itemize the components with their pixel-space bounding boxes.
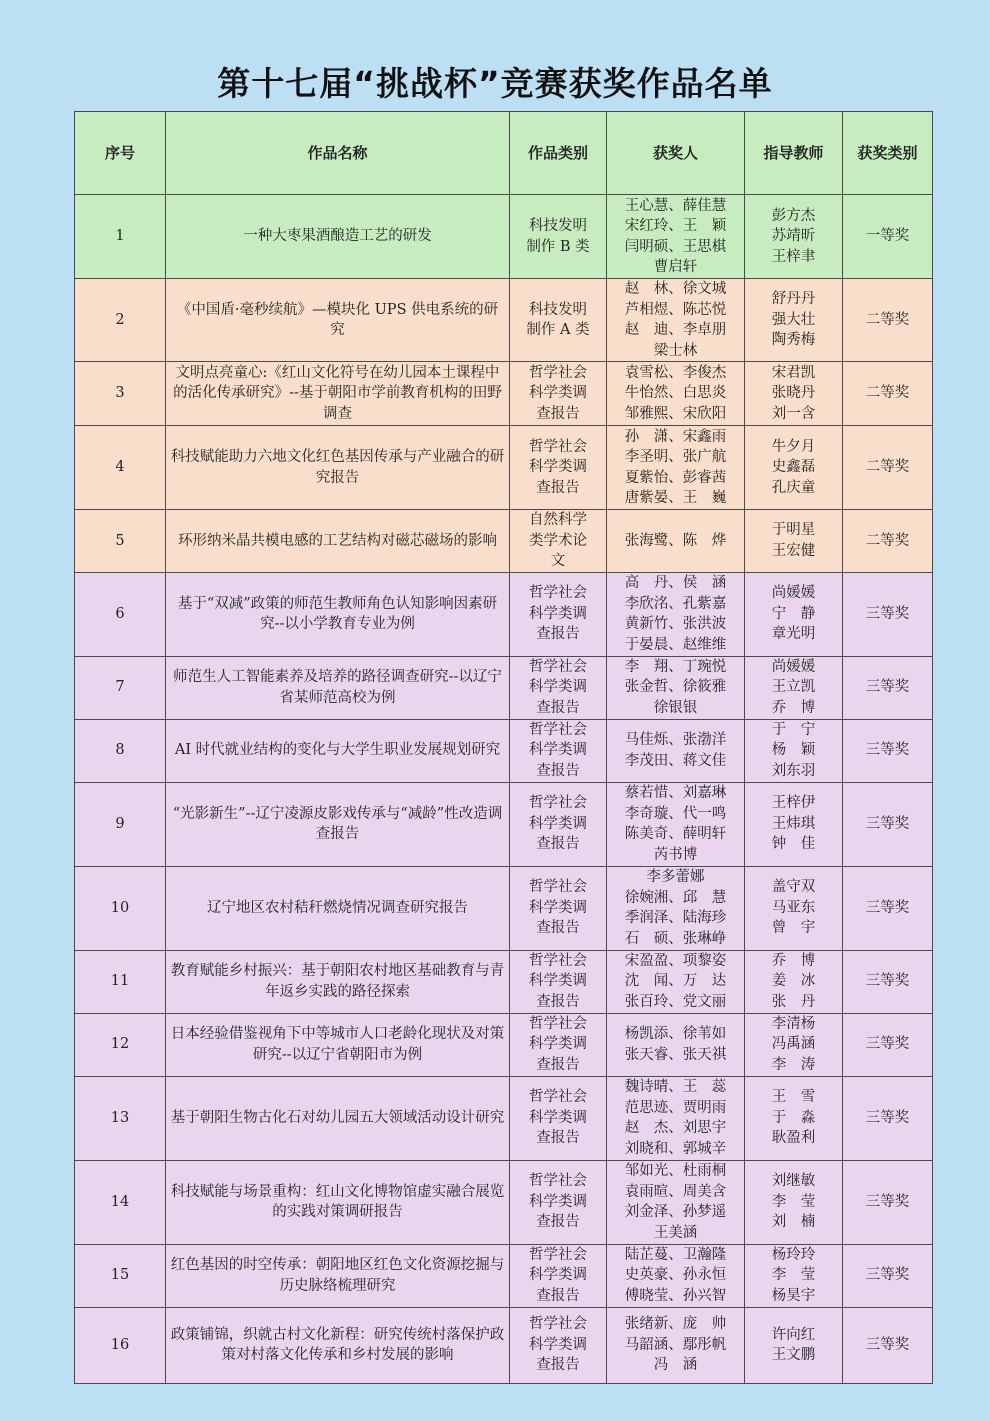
cell-category: 哲学社会 科学类调 查报告 (510, 362, 607, 426)
cell-category: 哲学社会 科学类调 查报告 (510, 719, 607, 782)
cell-category: 哲学社会 科学类调 查报告 (510, 782, 607, 866)
cell-teachers: 宋君凯 张晓丹 刘一含 (745, 362, 843, 426)
table-row (75, 950, 933, 1013)
cell-name: 师范生人工智能素养及培养的路径调查研究--以辽宁省某师范高校为例 (166, 656, 510, 719)
cell-teachers: 王 雪 于 淼 耿盈利 (745, 1076, 843, 1160)
table-row (75, 1076, 933, 1160)
cell-no: 13 (75, 1076, 166, 1160)
cell-no: 7 (75, 656, 166, 719)
cell-winners: 陆芷蔓、卫瀚隆 史英豪、孙永恒 傅晓莹、孙兴智 (607, 1244, 745, 1307)
cell-category: 哲学社会 科学类调 查报告 (510, 1307, 607, 1383)
cell-name: 环形纳米晶共模电感的工艺结构对磁芯磁场的影响 (166, 510, 510, 573)
header-winners: 获奖人 (607, 112, 745, 195)
cell-name: 一种大枣果酒酿造工艺的研发 (166, 195, 510, 279)
cell-teachers: 杨玲玲 李 莹 杨昊宇 (745, 1244, 843, 1307)
cell-award: 二等奖 (843, 362, 933, 426)
cell-award: 三等奖 (843, 572, 933, 656)
cell-winners: 高 丹、侯 涵 李欣洺、孔紫嘉 黄新竹、张洪波 于晏晨、赵维维 (607, 572, 745, 656)
cell-name: “光影新生”--辽宁凌源皮影戏传承与“减龄”性改造调查报告 (166, 782, 510, 866)
cell-award: 三等奖 (843, 719, 933, 782)
cell-award: 二等奖 (843, 279, 933, 362)
table-row (75, 1307, 933, 1383)
cell-teachers: 彭方杰 苏靖昕 王梓聿 (745, 195, 843, 279)
cell-no: 1 (75, 195, 166, 279)
cell-teachers: 王梓伊 王炜琪 钟 佳 (745, 782, 843, 866)
cell-teachers: 李清杨 冯禹涵 李 涛 (745, 1013, 843, 1076)
cell-no: 4 (75, 426, 166, 510)
table-row (75, 195, 933, 279)
cell-winners: 李多蕾娜 徐婉湘、邱 慧 季润泽、陆海珍 石 硕、张琳峥 (607, 866, 745, 950)
cell-category: 哲学社会 科学类调 查报告 (510, 866, 607, 950)
cell-award: 三等奖 (843, 656, 933, 719)
table-row (75, 656, 933, 719)
cell-name: 科技赋能与场景重构：红山文化博物馆虚实融合展览的实践对策调研报告 (166, 1160, 510, 1244)
cell-name: 基于“双减”政策的师范生教师角色认知影响因素研究--以小学教育专业为例 (166, 572, 510, 656)
cell-category: 哲学社会 科学类调 查报告 (510, 656, 607, 719)
table-row (75, 1013, 933, 1076)
table-row (75, 426, 933, 510)
cell-category: 哲学社会 科学类调 查报告 (510, 1076, 607, 1160)
cell-winners: 张绪新、庞 帅 马韶涵、鄢彤帆 冯 涵 (607, 1307, 745, 1383)
cell-winners: 赵 林、徐文城 芦相煜、陈芯悦 赵 迪、李卓朋 梁士林 (607, 279, 745, 362)
header-award: 获奖类别 (843, 112, 933, 195)
cell-no: 6 (75, 572, 166, 656)
cell-no: 10 (75, 866, 166, 950)
cell-name: 科技赋能助力六地文化红色基因传承与产业融合的研究报告 (166, 426, 510, 510)
header-name: 作品名称 (166, 112, 510, 195)
cell-category: 哲学社会 科学类调 查报告 (510, 572, 607, 656)
awards-table (74, 111, 933, 1384)
cell-winners: 蔡若惜、刘嘉琳 李奇璇、代一鸣 陈美奇、薛明轩 芮书博 (607, 782, 745, 866)
page-title: 第十七届“挑战杯”竞赛获奖作品名单 (217, 64, 773, 103)
cell-name: 日本经验借鉴视角下中等城市人口老龄化现状及对策研究--以辽宁省朝阳市为例 (166, 1013, 510, 1076)
cell-teachers: 于明星 王宏健 (745, 510, 843, 573)
header-no: 序号 (75, 112, 166, 195)
cell-category: 哲学社会 科学类调 查报告 (510, 1013, 607, 1076)
cell-teachers: 盖守双 马亚东 曾 宇 (745, 866, 843, 950)
cell-award: 三等奖 (843, 782, 933, 866)
cell-no: 14 (75, 1160, 166, 1244)
table-row (75, 866, 933, 950)
cell-no: 2 (75, 279, 166, 362)
cell-winners: 魏诗晴、王 蕊 范思迹、贾明雨 赵 杰、刘思宇 刘晓和、郭城辛 (607, 1076, 745, 1160)
table-row (75, 279, 933, 362)
cell-award: 三等奖 (843, 1013, 933, 1076)
cell-no: 8 (75, 719, 166, 782)
table-row (75, 1160, 933, 1244)
cell-category: 科技发明 制作 A 类 (510, 279, 607, 362)
cell-no: 3 (75, 362, 166, 426)
cell-winners: 宋盈盈、项黎姿 沈 闻、万 达 张百玲、党文丽 (607, 950, 745, 1013)
cell-category: 哲学社会 科学类调 查报告 (510, 1160, 607, 1244)
cell-no: 9 (75, 782, 166, 866)
cell-name: 《中国盾·毫秒续航》—模块化 UPS 供电系统的研究 (166, 279, 510, 362)
cell-winners: 孙 潇、宋鑫雨 李圣明、张广航 夏紫怡、彭睿茜 唐紫晏、王 巍 (607, 426, 745, 510)
cell-category: 哲学社会 科学类调 查报告 (510, 426, 607, 510)
cell-category: 哲学社会 科学类调 查报告 (510, 950, 607, 1013)
cell-award: 三等奖 (843, 1076, 933, 1160)
cell-name: 基于朝阳生物古化石对幼儿园五大领域活动设计研究 (166, 1076, 510, 1160)
cell-teachers: 牛夕月 史鑫磊 孔庆童 (745, 426, 843, 510)
cell-teachers: 舒丹丹 强大壮 陶秀梅 (745, 279, 843, 362)
cell-winners: 李 翔、丁琬悦 张金哲、徐筱雅 徐银银 (607, 656, 745, 719)
cell-name: AI 时代就业结构的变化与大学生职业发展规划研究 (166, 719, 510, 782)
header-teachers: 指导教师 (745, 112, 843, 195)
cell-category: 哲学社会 科学类调 查报告 (510, 1244, 607, 1307)
cell-no: 16 (75, 1307, 166, 1383)
table-row (75, 719, 933, 782)
cell-award: 三等奖 (843, 950, 933, 1013)
cell-name: 教育赋能乡村振兴：基于朝阳农村地区基础教育与青年返乡实践的路径探索 (166, 950, 510, 1013)
cell-teachers: 许向红 王文鹏 (745, 1307, 843, 1383)
cell-award: 三等奖 (843, 1307, 933, 1383)
cell-name: 文明点亮童心:《红山文化符号在幼儿园本土课程中的活化传承研究》--基于朝阳市学前教育机构的田野调查 (166, 362, 510, 426)
cell-no: 5 (75, 510, 166, 573)
header-category: 作品类别 (510, 112, 607, 195)
cell-name: 辽宁地区农村秸秆燃烧情况调查研究报告 (166, 866, 510, 950)
cell-winners: 王心慧、薛佳慧 宋红玲、王 颖 闫明硕、王思棋 曹启轩 (607, 195, 745, 279)
cell-teachers: 刘继敏 李 莹 刘 楠 (745, 1160, 843, 1244)
cell-winners: 袁雪松、李俊杰 牛怡然、白思炎 邹雅熙、宋欣阳 (607, 362, 745, 426)
cell-name: 政策铺锦，织就古村文化新程：研究传统村落保护政策对村落文化传承和乡村发展的影响 (166, 1307, 510, 1383)
cell-no: 11 (75, 950, 166, 1013)
cell-category: 科技发明 制作 B 类 (510, 195, 607, 279)
cell-award: 三等奖 (843, 1244, 933, 1307)
cell-award: 三等奖 (843, 866, 933, 950)
cell-award: 二等奖 (843, 510, 933, 573)
cell-award: 三等奖 (843, 1160, 933, 1244)
table-row (75, 510, 933, 573)
cell-winners: 杨凯添、徐苇如 张天睿、张天祺 (607, 1013, 745, 1076)
cell-winners: 马佳烁、张渤洋 李茂田、蒋文佳 (607, 719, 745, 782)
table-row (75, 572, 933, 656)
cell-teachers: 乔 博 姜 冰 张 丹 (745, 950, 843, 1013)
table-row (75, 782, 933, 866)
cell-winners: 张海鹭、陈 烨 (607, 510, 745, 573)
cell-teachers: 尚媛媛 宁 静 章光明 (745, 572, 843, 656)
table-row (75, 362, 933, 426)
cell-winners: 邹如光、杜雨桐 袁雨暄、周美含 刘金泽、孙梦遥 王美涵 (607, 1160, 745, 1244)
table-header-row (75, 112, 933, 195)
cell-no: 15 (75, 1244, 166, 1307)
cell-teachers: 于 宁 杨 颖 刘东羽 (745, 719, 843, 782)
cell-no: 12 (75, 1013, 166, 1076)
cell-name: 红色基因的时空传承：朝阳地区红色文化资源挖掘与历史脉络梳理研究 (166, 1244, 510, 1307)
cell-award: 二等奖 (843, 426, 933, 510)
cell-award: 一等奖 (843, 195, 933, 279)
cell-teachers: 尚媛媛 王立凯 乔 博 (745, 656, 843, 719)
cell-category: 自然科学 类学术论 文 (510, 510, 607, 573)
table-row (75, 1244, 933, 1307)
